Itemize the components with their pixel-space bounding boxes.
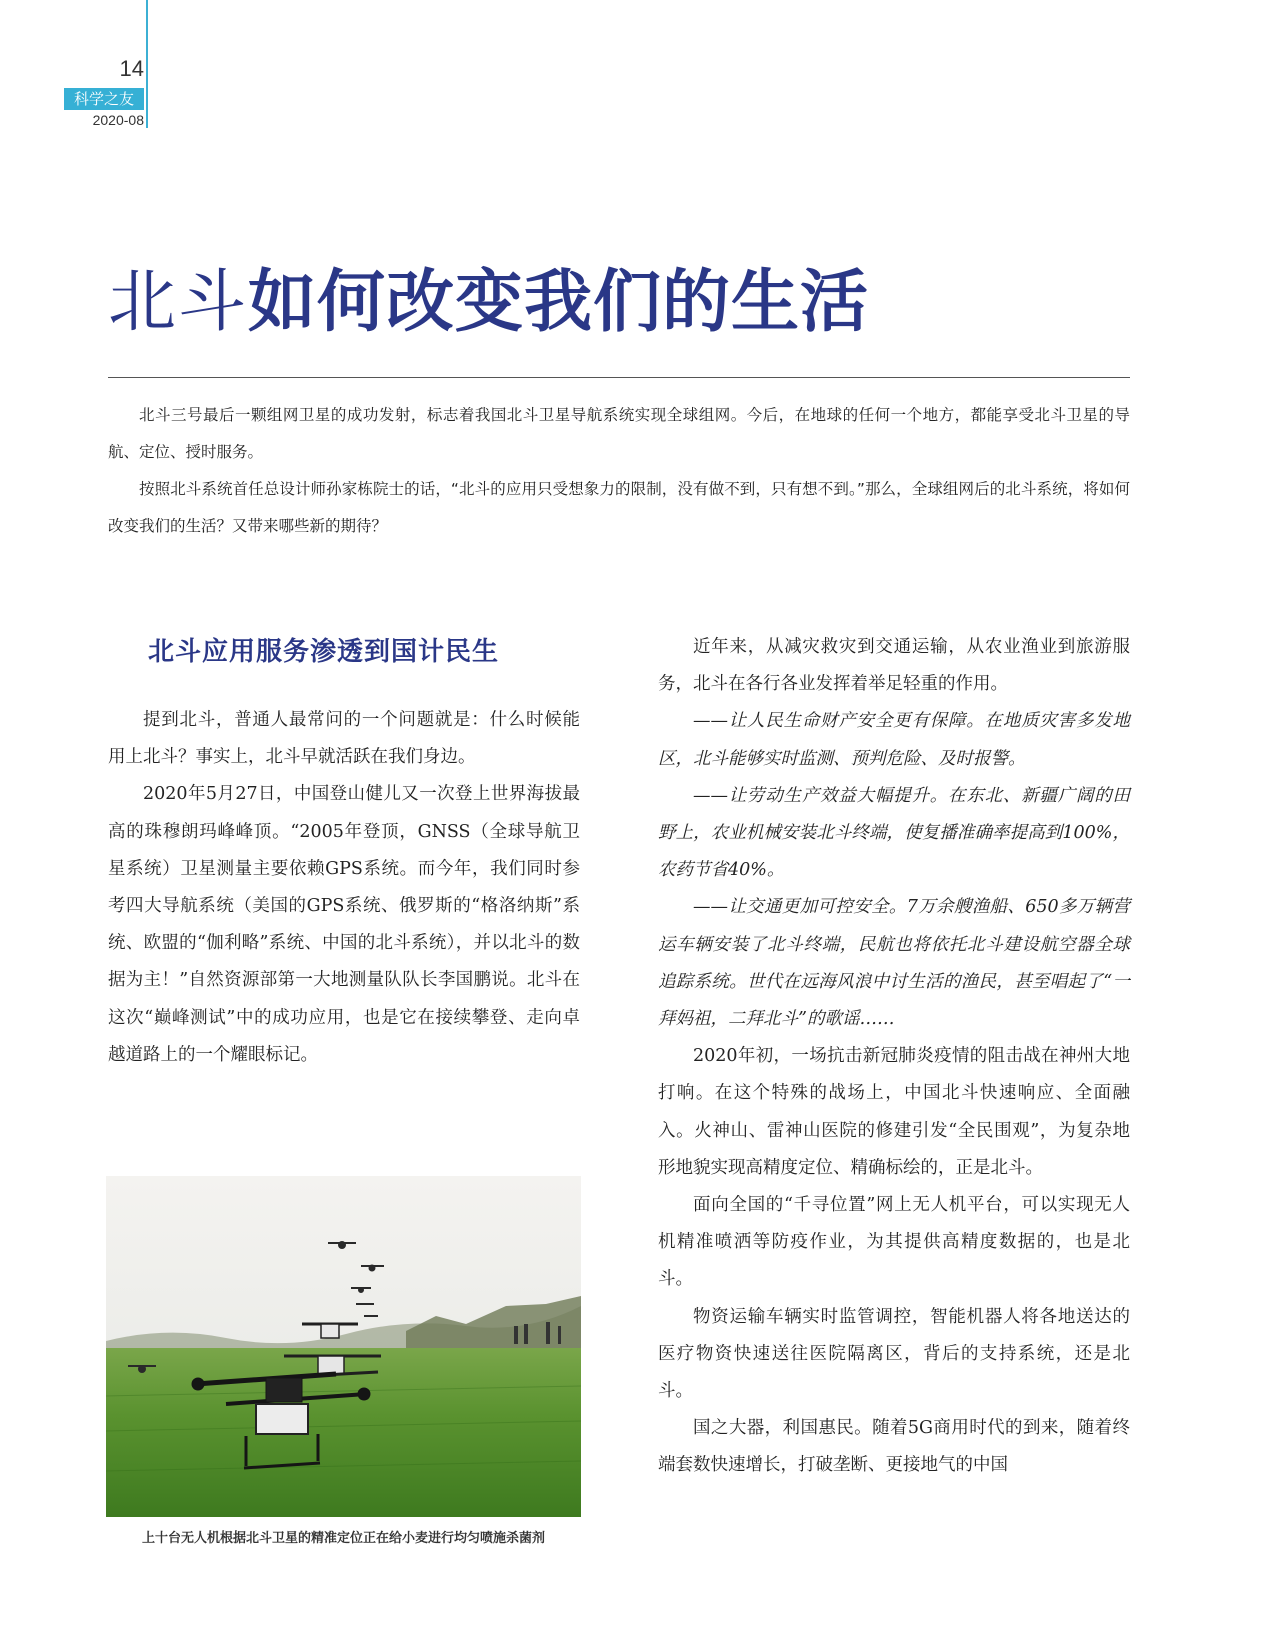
title-divider [108, 377, 1130, 378]
issue-date: 2020-08 [92, 112, 144, 128]
body-paragraph: 面向全国的“千寻位置”网上无人机平台，可以实现无人机精准喷洒等防疫作业，为其提供高精度数据的，也是北斗。 [658, 1195, 1130, 1290]
article-title [108, 258, 869, 348]
intro-paragraph: 按照北斗系统首任总设计师孙家栋院士的话，“北斗的应用只受想象力的限制，没有做不到，只有想不到。”那么，全球组网后的北斗系统，将如何改变我们的生活？又带来哪些新的期待？ [108, 480, 1130, 535]
body-paragraph: 近年来，从减灾救灾到交通运输，从农业渔业到旅游服务，北斗在各行各业发挥着举足轻重的作用。 [658, 637, 1130, 695]
body-paragraph: ——让劳动生产效益大幅提升。在东北、新疆广阔的田野上，农业机械安装北斗终端，使复播准确率提高到100%，农药节省40%。 [658, 785, 1130, 881]
left-column [108, 632, 580, 1074]
title-bold-part: 如何改变我们的生活 [248, 263, 870, 342]
photo-caption: 上十台无人机根据北斗卫星的精准定位正在给小麦进行均匀喷施杀菌剂 [141, 1531, 545, 1546]
title-light-part: 北斗 [108, 263, 249, 342]
body-paragraph: 国之大器，利国惠民。随着5G商用时代的到来，随着终端套数快速增长，打破垄断、更接地气的中国 [658, 1418, 1130, 1476]
body-paragraph: 物资运输车辆实时监管调控，智能机器人将各地送达的医疗物资快速送往医院隔离区，背后的支持系统，还是北斗。 [658, 1306, 1130, 1402]
drone-field-photo [106, 1176, 581, 1517]
body-paragraph: 2020年5月27日，中国登山健儿又一次登上世界海拔最高的珠穆朗玛峰峰顶。“2005年登顶，GNSS（全球导航卫星系统）卫星测量主要依赖GPS系统。而今年，我们同时参考四大导航系统（美国的GPS系统、俄罗斯的“格洛纳斯”系统、欧盟的“伽利略”系统、中国的北斗系统），并以北斗的数据为主！”自然资源部第一大地测量队队长李国鹏说。北斗在这次“巅峰测试”中的成功应用，也是它在接续攀登、走向卓越道路上的一个耀眼标记。 [108, 784, 580, 1065]
header-accent-line [146, 0, 148, 128]
page-number: 14 [119, 56, 144, 81]
right-column [658, 629, 1130, 1485]
article-intro [108, 397, 1130, 545]
body-paragraph: ——让交通更加可控安全。7万余艘渔船、650多万辆营运车辆安装了北斗终端，民航也将依托北斗建设航空器全球追踪系统。世代在远海风浪中讨生活的渔民，甚至唱起了“一拜妈祖，二拜北斗”的歌谣…… [658, 897, 1130, 1030]
body-paragraph: 提到北斗，普通人最常问的一个问题就是：什么时候能用上北斗？事实上，北斗早就活跃在我们身边。 [108, 710, 580, 768]
body-paragraph: 2020年初，一场抗击新冠肺炎疫情的阻击战在神州大地打响。在这个特殊的战场上，中国北斗快速响应、全面融入。火神山、雷神山医院的修建引发“全民围观”，为复杂地形地貌实现高精度定位、精确标绘的，正是北斗。 [658, 1046, 1130, 1178]
magazine-name-badge: 科学之友 [64, 88, 144, 110]
section-heading: 北斗应用服务渗透到国计民生 [148, 637, 500, 667]
body-paragraph: ——让人民生命财产安全更有保障。在地质灾害多发地区，北斗能够实时监测、预判危险、及时报警。 [658, 711, 1130, 769]
intro-paragraph: 北斗三号最后一颗组网卫星的成功发射，标志着我国北斗卫星导航系统实现全球组网。今后，在地球的任何一个地方，都能享受北斗卫星的导航、定位、授时服务。 [108, 406, 1130, 461]
